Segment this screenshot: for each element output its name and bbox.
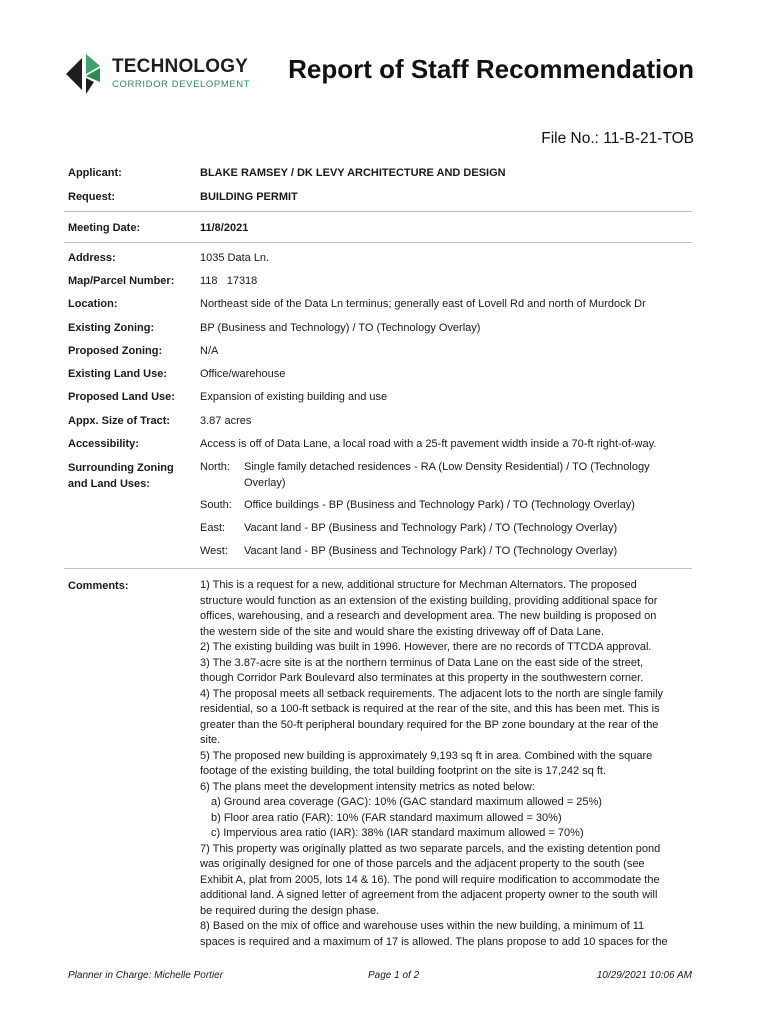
- comment-line: site.: [200, 734, 221, 746]
- comment-line: b) Floor area ratio (FAR): 10% (FAR standard maximum allowed = 30%): [211, 811, 562, 824]
- accessibility-label: Accessibility:: [68, 438, 139, 450]
- planner-in-charge: Planner in Charge: Michelle Portier: [68, 970, 224, 981]
- comment-line: greater than the 50-ft peripheral boundary required for the BP zone boundary at the rear of the: [200, 718, 659, 731]
- comment-line: be required during the design phase.: [200, 904, 380, 917]
- comments-body: [200, 578, 692, 950]
- location-value: Northeast side of the Data Ln terminus; generally east of Lovell Rd and north of Murdock Dr: [200, 298, 646, 310]
- comment-line: c) Impervious area ratio (IAR): 38% (IAR standard maximum allowed = 70%): [211, 827, 584, 839]
- applicant-value: BLAKE RAMSEY / DK LEVY ARCHITECTURE AND DESIGN: [200, 167, 506, 179]
- comment-line: additional land. A signed letter of agreement from the adjacent property owner to the south will: [200, 889, 658, 901]
- proposed-zoning-label: Proposed Zoning:: [68, 345, 163, 357]
- existing-zoning-value: BP (Business and Technology) / TO (Technology Overlay): [200, 322, 481, 334]
- meeting-date-label: Meeting Date:: [68, 222, 141, 234]
- comment-line: spaces is required and a maximum of 17 is allowed. The plans propose to add 10 spaces for the: [200, 935, 668, 948]
- parcel-value: 118 17318: [200, 275, 258, 287]
- north-label: North:: [200, 461, 230, 473]
- parcel-label: Map/Parcel Number:: [68, 275, 175, 287]
- existing-land-use-value: Office/warehouse: [200, 368, 286, 380]
- tract-size-value: 3.87 acres: [200, 415, 252, 427]
- meeting-date-value: 11/8/2021: [200, 222, 249, 234]
- surrounding-zoning-label: [68, 460, 194, 492]
- divider: [64, 211, 692, 212]
- existing-zoning-label: Existing Zoning:: [68, 322, 155, 334]
- comment-line: though Corridor Park Boulevard also terminates at this property in the southwestern corner.: [200, 672, 644, 684]
- comment-line: 2) The existing building was built in 1996. However, there are no records of TTCDA approval.: [200, 641, 652, 653]
- comment-line: residential, so a 100-ft setback is required at the rear of the site, and this has been met. This is: [200, 703, 660, 715]
- comment-line: the western side of the site and would share the existing driveway off of Data Lane.: [200, 625, 604, 638]
- location-label: Location:: [68, 298, 118, 310]
- north-value-line1: Single family detached residences - RA (Low Density Residential) / TO (Technology: [244, 461, 650, 473]
- east-value: Vacant land - BP (Business and Technology Park) / TO (Technology Overlay): [244, 522, 618, 534]
- tract-size-label: Appx. Size of Tract:: [68, 415, 171, 427]
- request-value: BUILDING PERMIT: [200, 191, 298, 203]
- divider: [64, 568, 692, 569]
- comment-line: 1) This is a request for a new, additional structure for Mechman Alternators. The proposed: [200, 579, 637, 591]
- north-value-line2: Overlay): [244, 477, 286, 489]
- comment-line: 5) The proposed new building is approximately 9,193 sq ft in area. Combined with the square: [200, 749, 653, 762]
- south-value: Office buildings - BP (Business and Technology Park) / TO (Technology Overlay): [244, 499, 635, 511]
- logo-mark-icon: [64, 52, 108, 96]
- comment-line: structure would function as an extension of the existing building, providing additional space for: [200, 594, 658, 607]
- accessibility-value: Access is off of Data Lane, a local road with a 25-ft pavement width inside a 70-ft right-of-way.: [200, 438, 657, 450]
- proposed-zoning-value: N/A: [200, 345, 219, 357]
- page-number: Page 1 of 2: [368, 970, 420, 981]
- surrounding-zoning-row: [68, 460, 692, 560]
- proposed-land-use-label: Proposed Land Use:: [68, 391, 175, 403]
- surrounding-list: [200, 460, 696, 560]
- file-number: File No.: 11-B-21-TOB: [541, 130, 694, 147]
- applicant-label: Applicant:: [68, 167, 122, 179]
- surrounding-label-line1: Surrounding Zoning: [68, 462, 174, 474]
- comment-line: footage of the existing building, the total building footprint on the site is 17,242 sq ft.: [200, 765, 607, 777]
- existing-land-use-label: Existing Land Use:: [68, 368, 168, 380]
- east-label: East:: [200, 522, 226, 534]
- surrounding-label-line2: and Land Uses:: [68, 478, 150, 490]
- comment-line: was originally designed for one of those parcels and the adjacent property to the south (see: [200, 858, 645, 870]
- divider: [64, 242, 692, 243]
- comment-line: a) Ground area coverage (GAC): 10% (GAC standard maximum allowed = 25%): [211, 796, 602, 808]
- address-value: 1035 Data Ln.: [200, 252, 270, 264]
- comments-label: Comments:: [68, 580, 129, 592]
- comment-line: offices, warehousing, and a research and development area. The new building is proposed on: [200, 610, 657, 622]
- proposed-land-use-value: Expansion of existing building and use: [200, 391, 388, 403]
- west-label: West:: [200, 545, 228, 557]
- comment-line: 6) The plans meet the development intensity metrics as noted below:: [200, 780, 535, 793]
- west-value: Vacant land - BP (Business and Technology Park) / TO (Technology Overlay): [244, 545, 618, 557]
- comment-line: 3) The 3.87-acre site is at the northern terminus of Data Lane on the east side of the street,: [200, 656, 644, 669]
- comment-line: 7) This property was originally platted as two separate parcels, and the existing detention pond: [200, 842, 661, 855]
- logo-subtitle: CORRIDOR DEVELOPMENT: [112, 79, 251, 90]
- logo-title: TECHNOLOGY: [112, 56, 249, 77]
- page-title: Report of Staff Recommendation: [288, 54, 694, 84]
- footer-timestamp: 10/29/2021 10:06 AM: [596, 970, 692, 981]
- south-label: South:: [200, 499, 232, 511]
- comment-line: 8) Based on the mix of office and warehouse uses within the new building, a minimum of 11: [200, 920, 645, 932]
- comment-line: 4) The proposal meets all setback requirements. The adjacent lots to the north are single family: [200, 687, 664, 700]
- address-label: Address:: [68, 252, 116, 264]
- request-label: Request:: [68, 191, 116, 203]
- logo: [64, 52, 254, 100]
- comment-line: Exhibit A, plat from 2005, lots 14 & 16). The pond will require modification to accommodate the: [200, 873, 660, 886]
